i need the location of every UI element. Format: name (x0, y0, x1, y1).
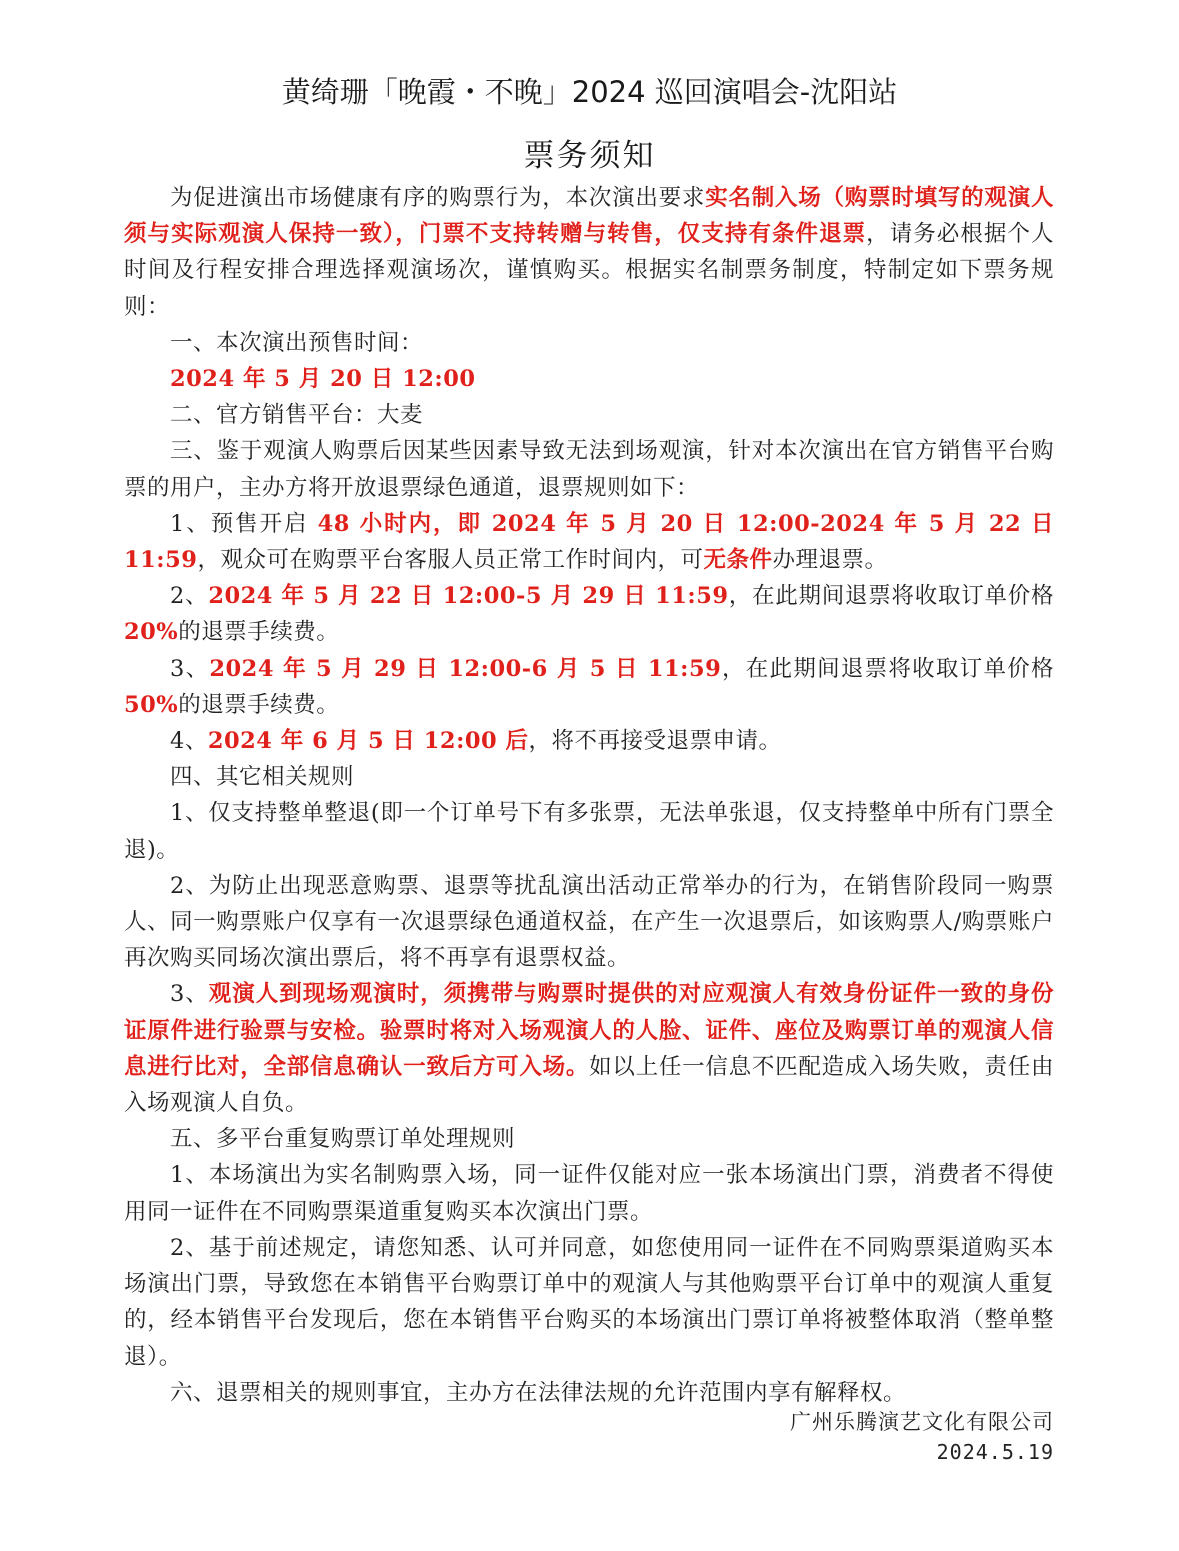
refund-rule-3-period: 2024 年 5 月 29 日 12:00-6 月 5 日 11:59 (209, 655, 722, 682)
refund-rule-1-prefix: 1、预售开启 (170, 510, 318, 537)
presale-time (124, 361, 1054, 397)
refund-rule-4 (124, 723, 1054, 759)
refund-rule-3-prefix: 3、 (170, 655, 210, 682)
intro-text: 为促进演出市场健康有序的购票行为，本次演出要求 (170, 185, 706, 211)
intro-highlight: 实名制入场（购票时填写的观演人须与实际观演人保持一致），门票不支持转赠与转售，仅支持有条件退票 (124, 185, 1054, 248)
other-rule-3-prefix: 3、 (170, 981, 209, 1008)
document-title: 黄绮珊「晚霞・不晚」2024 巡回演唱会-沈阳站 (281, 75, 898, 109)
multi-rule-1: 1、本场演出为实名制购票入场，同一证件仅能对应一张本场演出门票，消费者不得使用同一证件在不同购票渠道重复购买本次演出门票。 (124, 1162, 1054, 1225)
refund-rule-3 (124, 651, 1054, 723)
other-rule-1: 1、仅支持整单整退(即一个订单号下有多张票，无法单张退，仅支持整单中所有门票全退)。 (124, 800, 1054, 863)
refund-rule-3-text: ，在此期间退票将收取订单价格 (721, 655, 1054, 682)
signature-date: 2024.5.19 (936, 1440, 1054, 1464)
other-rule-3 (124, 976, 1054, 1121)
refund-rule-1-text: ，观众可在购票平台客服人员正常工作时间内，可 (197, 547, 704, 574)
other-rule-3-suffix: 如以上任一信息不匹配造成入场失败，责任由入场观演人自负。 (124, 1053, 1054, 1117)
refund-rule-4-suffix: ，将不再接受退票申请。 (528, 728, 782, 755)
signature-company: 广州乐腾演艺文化有限公司 (790, 1410, 1054, 1434)
refund-rule-1-highlight: 无条件 (703, 547, 773, 574)
platform-line: 二、官方销售平台：大麦 (170, 402, 424, 429)
other-heading: 四、其它相关规则 (170, 764, 355, 791)
refund-rule-2-fee: 20% (124, 619, 179, 646)
refund-rule-1-period: 48 小时内，即 2024 年 5 月 20 日 12:00-2024 年 5 月 22 日 11:59 (124, 510, 1054, 574)
refund-rule-4-deadline: 2024 年 6 月 5 日 12:00 后 (207, 728, 529, 755)
multi-heading: 五、多平台重复购票订单处理规则 (170, 1126, 516, 1153)
refund-rule-2-prefix: 2、 (170, 583, 209, 610)
intro-text-end: ，请务必根据个人时间及行程安排合理选择观演场次，谨慎购买。根据实名制票务制度，特制定如下票务规则： (124, 221, 1054, 320)
document-subtitle: 票务须知 (523, 138, 656, 174)
other-rule-2: 2、为防止出现恶意购票、退票等扰乱演出活动正常举办的行为，在销售阶段同一购票人、同一购票账户仅享有一次退票绿色通道权益，在产生一次退票后，如该购票人/购票账户再次购买同场次演出票后，将不再享有退票权益。 (124, 872, 1054, 972)
refund-intro: 三、鉴于观演人购票后因某些因素导致无法到场观演，针对本次演出在官方销售平台购票的用户，主办方将开放退票绿色通道，退票规则如下： (124, 438, 1054, 501)
notice-body (124, 180, 1054, 1411)
refund-rule-3-suffix: 的退票手续费。 (178, 691, 340, 718)
refund-rule-2-text: ，在此期间退票将收取订单价格 (728, 583, 1054, 610)
refund-rule-2 (124, 578, 1054, 650)
refund-rule-3-fee: 50% (124, 691, 179, 718)
refund-rule-1 (124, 506, 1054, 578)
refund-rule-2-period: 2024 年 5 月 22 日 12:00-5 月 29 日 11:59 (208, 583, 729, 610)
refund-rule-2-suffix: 的退票手续费。 (178, 619, 340, 646)
final-clause: 六、退票相关的规则事宜，主办方在法律法规的允许范围内享有解释权。 (170, 1379, 907, 1406)
refund-rule-4-prefix: 4、 (170, 728, 208, 755)
presale-time-value: 2024 年 5 月 20 日 12:00 (170, 366, 476, 393)
intro-paragraph (124, 180, 1054, 325)
refund-rule-1-suffix: 办理退票。 (772, 547, 888, 574)
presale-heading: 一、本次演出预售时间： (170, 329, 424, 356)
multi-rule-2: 2、基于前述规定，请您知悉、认可并同意，如您使用同一证件在不同购票渠道购买本场演出门票，导致您在本销售平台购票订单中的观演人与其他购票平台订单中的观演人重复的，经本销售平台发现后，您在本销售平台购买的本场演出门票订单将被整体取消（整单整退）。 (124, 1234, 1054, 1370)
other-rule-3-highlight: 观演人到现场观演时，须携带与购票时提供的对应观演人有效身份证件一致的身份证原件进行验票与安检。验票时将对入场观演人的人脸、证件、座位及购票订单的观演人信息进行比对，全部信息确认一致后方可入场。 (124, 981, 1054, 1080)
